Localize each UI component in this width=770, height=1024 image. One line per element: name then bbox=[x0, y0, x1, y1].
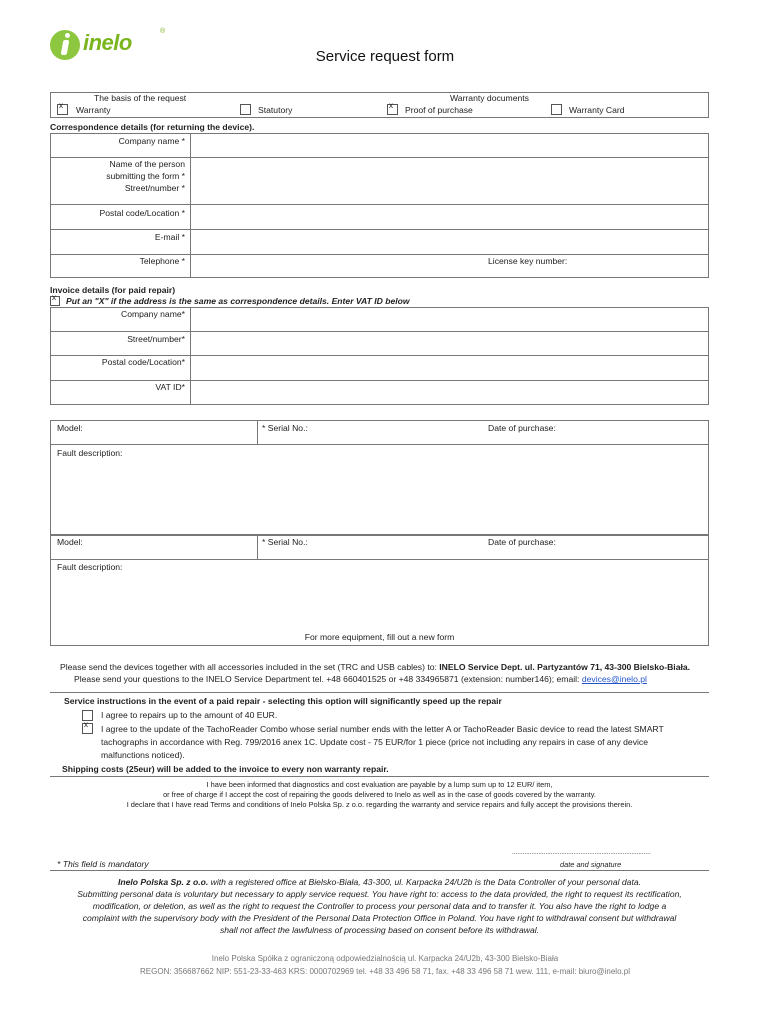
footer-line-2: REGON: 356687662 NIP: 551-23-33-463 KRS: 0000702969 tel. +48 33 496 58 71, fax. +48 33 496 58 71 wew. 111, e-mail: biuro@inelo.pl bbox=[140, 967, 630, 976]
postal-label: Postal code/Location * bbox=[99, 208, 185, 218]
questions-line bbox=[74, 674, 647, 686]
vat-id-field[interactable] bbox=[192, 382, 707, 402]
logo-registered: ® bbox=[160, 28, 166, 35]
service-address: INELO Service Dept. ul. Partyzantów 71, 43-300 Bielsko-Biała. bbox=[439, 662, 691, 672]
proof-of-purchase-label: Proof of purchase bbox=[405, 105, 473, 115]
street-label: Street/number * bbox=[124, 183, 185, 193]
update-checkbox[interactable] bbox=[82, 723, 93, 734]
devices-email-link[interactable]: devices@inelo.pl bbox=[581, 674, 647, 684]
warranty-checkbox[interactable] bbox=[57, 104, 68, 115]
serial-1-label: * Serial No.: bbox=[262, 423, 308, 433]
signature-line[interactable]: ............................................................................... bbox=[512, 847, 651, 856]
warranty-card-checkbox[interactable] bbox=[551, 104, 562, 115]
person-name-label-1: Name of the person bbox=[109, 159, 185, 169]
invoice-postal-label: Postal code/Location* bbox=[101, 357, 185, 367]
informed-line-2: or free of charge if I accept the cost of repairing the goods delivered to Inelo as well as in the case of goods covered by the warranty. bbox=[163, 790, 596, 799]
repair-limit-label: I agree to repairs up to the amount of 40 EUR. bbox=[101, 710, 278, 720]
warranty-documents-label: Warranty documents bbox=[450, 93, 529, 103]
telephone-label: Telephone * bbox=[139, 256, 185, 266]
person-name-field[interactable] bbox=[192, 159, 707, 179]
warranty-card-label: Warranty Card bbox=[569, 105, 625, 115]
gdpr-line-4: complaint with the supervisory body with the President of the Personal Data Protection Office in Poland. You have right to withdrawal consent but withdrawal bbox=[82, 913, 677, 923]
update-label-2: tachographs in accordance with Reg. 799/2016 anex 1C. Update cost - 75 EUR/for 1 piece (price not including any repairs in case of any device bbox=[101, 737, 648, 747]
gdpr-line-5: shall not affect the lawfulness of processing based on consent before its withdrawal. bbox=[219, 925, 540, 935]
company-name-field[interactable] bbox=[192, 135, 707, 155]
fault-1-label: Fault description: bbox=[57, 448, 123, 458]
paid-repair-heading: Service instructions in the event of a paid repair - selecting this option will significantly speed up the repair bbox=[64, 696, 502, 706]
postal-field[interactable] bbox=[192, 206, 707, 226]
company-name-label: Company name * bbox=[118, 136, 185, 146]
send-instructions bbox=[60, 662, 690, 674]
statutory-label: Statutory bbox=[258, 105, 293, 115]
mandatory-note: * This field is mandatory bbox=[57, 859, 149, 869]
invoice-street-field[interactable] bbox=[192, 333, 707, 353]
correspondence-heading: Correspondence details (for returning the device). bbox=[50, 122, 255, 132]
invoice-street-label: Street/number* bbox=[127, 334, 185, 344]
model-2-label: Model: bbox=[57, 537, 83, 547]
logo-text: inelo bbox=[83, 30, 132, 55]
date-signature-label: date and signature bbox=[560, 860, 622, 869]
invoice-postal-field[interactable] bbox=[192, 357, 707, 377]
more-equipment-note: For more equipment, fill out a new form bbox=[304, 632, 455, 642]
telephone-field[interactable] bbox=[192, 256, 482, 276]
purchase-date-2-label: Date of purchase: bbox=[488, 537, 556, 547]
basis-label: The basis of the request bbox=[94, 93, 187, 103]
page-title: Service request form bbox=[315, 48, 455, 65]
serial-2-label: * Serial No.: bbox=[262, 537, 308, 547]
invoice-note: Put an "X" if the address is the same as correspondence details. Enter VAT ID below bbox=[66, 296, 410, 306]
gdpr-line-2: Submitting personal data is voluntary but necessary to apply service request. You have right to: access to the data provided, the right to request its rectification, bbox=[77, 889, 682, 899]
invoice-heading: Invoice details (for paid repair) bbox=[50, 285, 176, 295]
gdpr-line-1-text: with a registered office at Bielsko-Biała, 43-300, ul. Karpacka 24/U2b is the Data Controller of your personal data. bbox=[208, 877, 642, 887]
purchase-date-1-label: Date of purchase: bbox=[488, 423, 556, 433]
email-field[interactable] bbox=[192, 231, 707, 251]
invoice-company-field[interactable] bbox=[192, 309, 707, 329]
invoice-company-label: Company name* bbox=[120, 309, 185, 319]
vat-id-label: VAT ID* bbox=[155, 382, 185, 392]
questions-text: Please send your questions to the INELO Service Department tel. +48 660401525 or +48 334965871 (extension: number146); email: bbox=[74, 674, 582, 684]
proof-of-purchase-checkbox[interactable] bbox=[387, 104, 398, 115]
footer-line-1: Inelo Polska Spółka z ograniczoną odpowiedzialnością ul. Karpacka 24/U2b, 43-300 Bielsko-Biała bbox=[211, 954, 559, 963]
same-address-checkbox[interactable] bbox=[50, 296, 60, 306]
gdpr-line-3: modification, or deletion, as well as the right to request the Controller to process your personal data and to transfer it. You also have the right to lodge a bbox=[92, 901, 667, 911]
street-field[interactable] bbox=[192, 182, 707, 202]
shipping-note: Shipping costs (25eur) will be added to the invoice to every non warranty repair. bbox=[62, 764, 389, 774]
informed-line-1: I have been informed that diagnostics and cost evaluation are payable by a lump sum up to 12 EUR/ item, bbox=[206, 780, 553, 789]
update-label-1: I agree to the update of the TachoReader Combo whose serial number ends with the letter A or TachoReader Basic device to read the latest SMART bbox=[101, 724, 664, 734]
gdpr-line-1 bbox=[50, 877, 709, 889]
license-key-label: License key number: bbox=[488, 256, 568, 266]
model-1-label: Model: bbox=[57, 423, 83, 433]
fault-2-field[interactable] bbox=[52, 574, 707, 630]
controller-name: Inelo Polska Sp. z o.o. bbox=[117, 877, 209, 887]
statutory-checkbox[interactable] bbox=[240, 104, 251, 115]
fault-2-label: Fault description: bbox=[57, 562, 123, 572]
fault-1-field[interactable] bbox=[52, 460, 707, 532]
send-line-1: Please send the devices together with all accessories included in the set (TRC and USB cables) to: bbox=[60, 662, 440, 672]
informed-line-3: I declare that I have read Terms and conditions of Inelo Polska Sp. z o.o. regarding the warranty and service repairs and fully accept the provisions therein. bbox=[126, 800, 633, 809]
warranty-label: Warranty bbox=[76, 105, 111, 115]
email-label: E-mail * bbox=[154, 232, 185, 242]
update-label-3: malfunctions noticed). bbox=[101, 750, 185, 760]
person-name-label-2: submitting the form * bbox=[106, 171, 185, 181]
